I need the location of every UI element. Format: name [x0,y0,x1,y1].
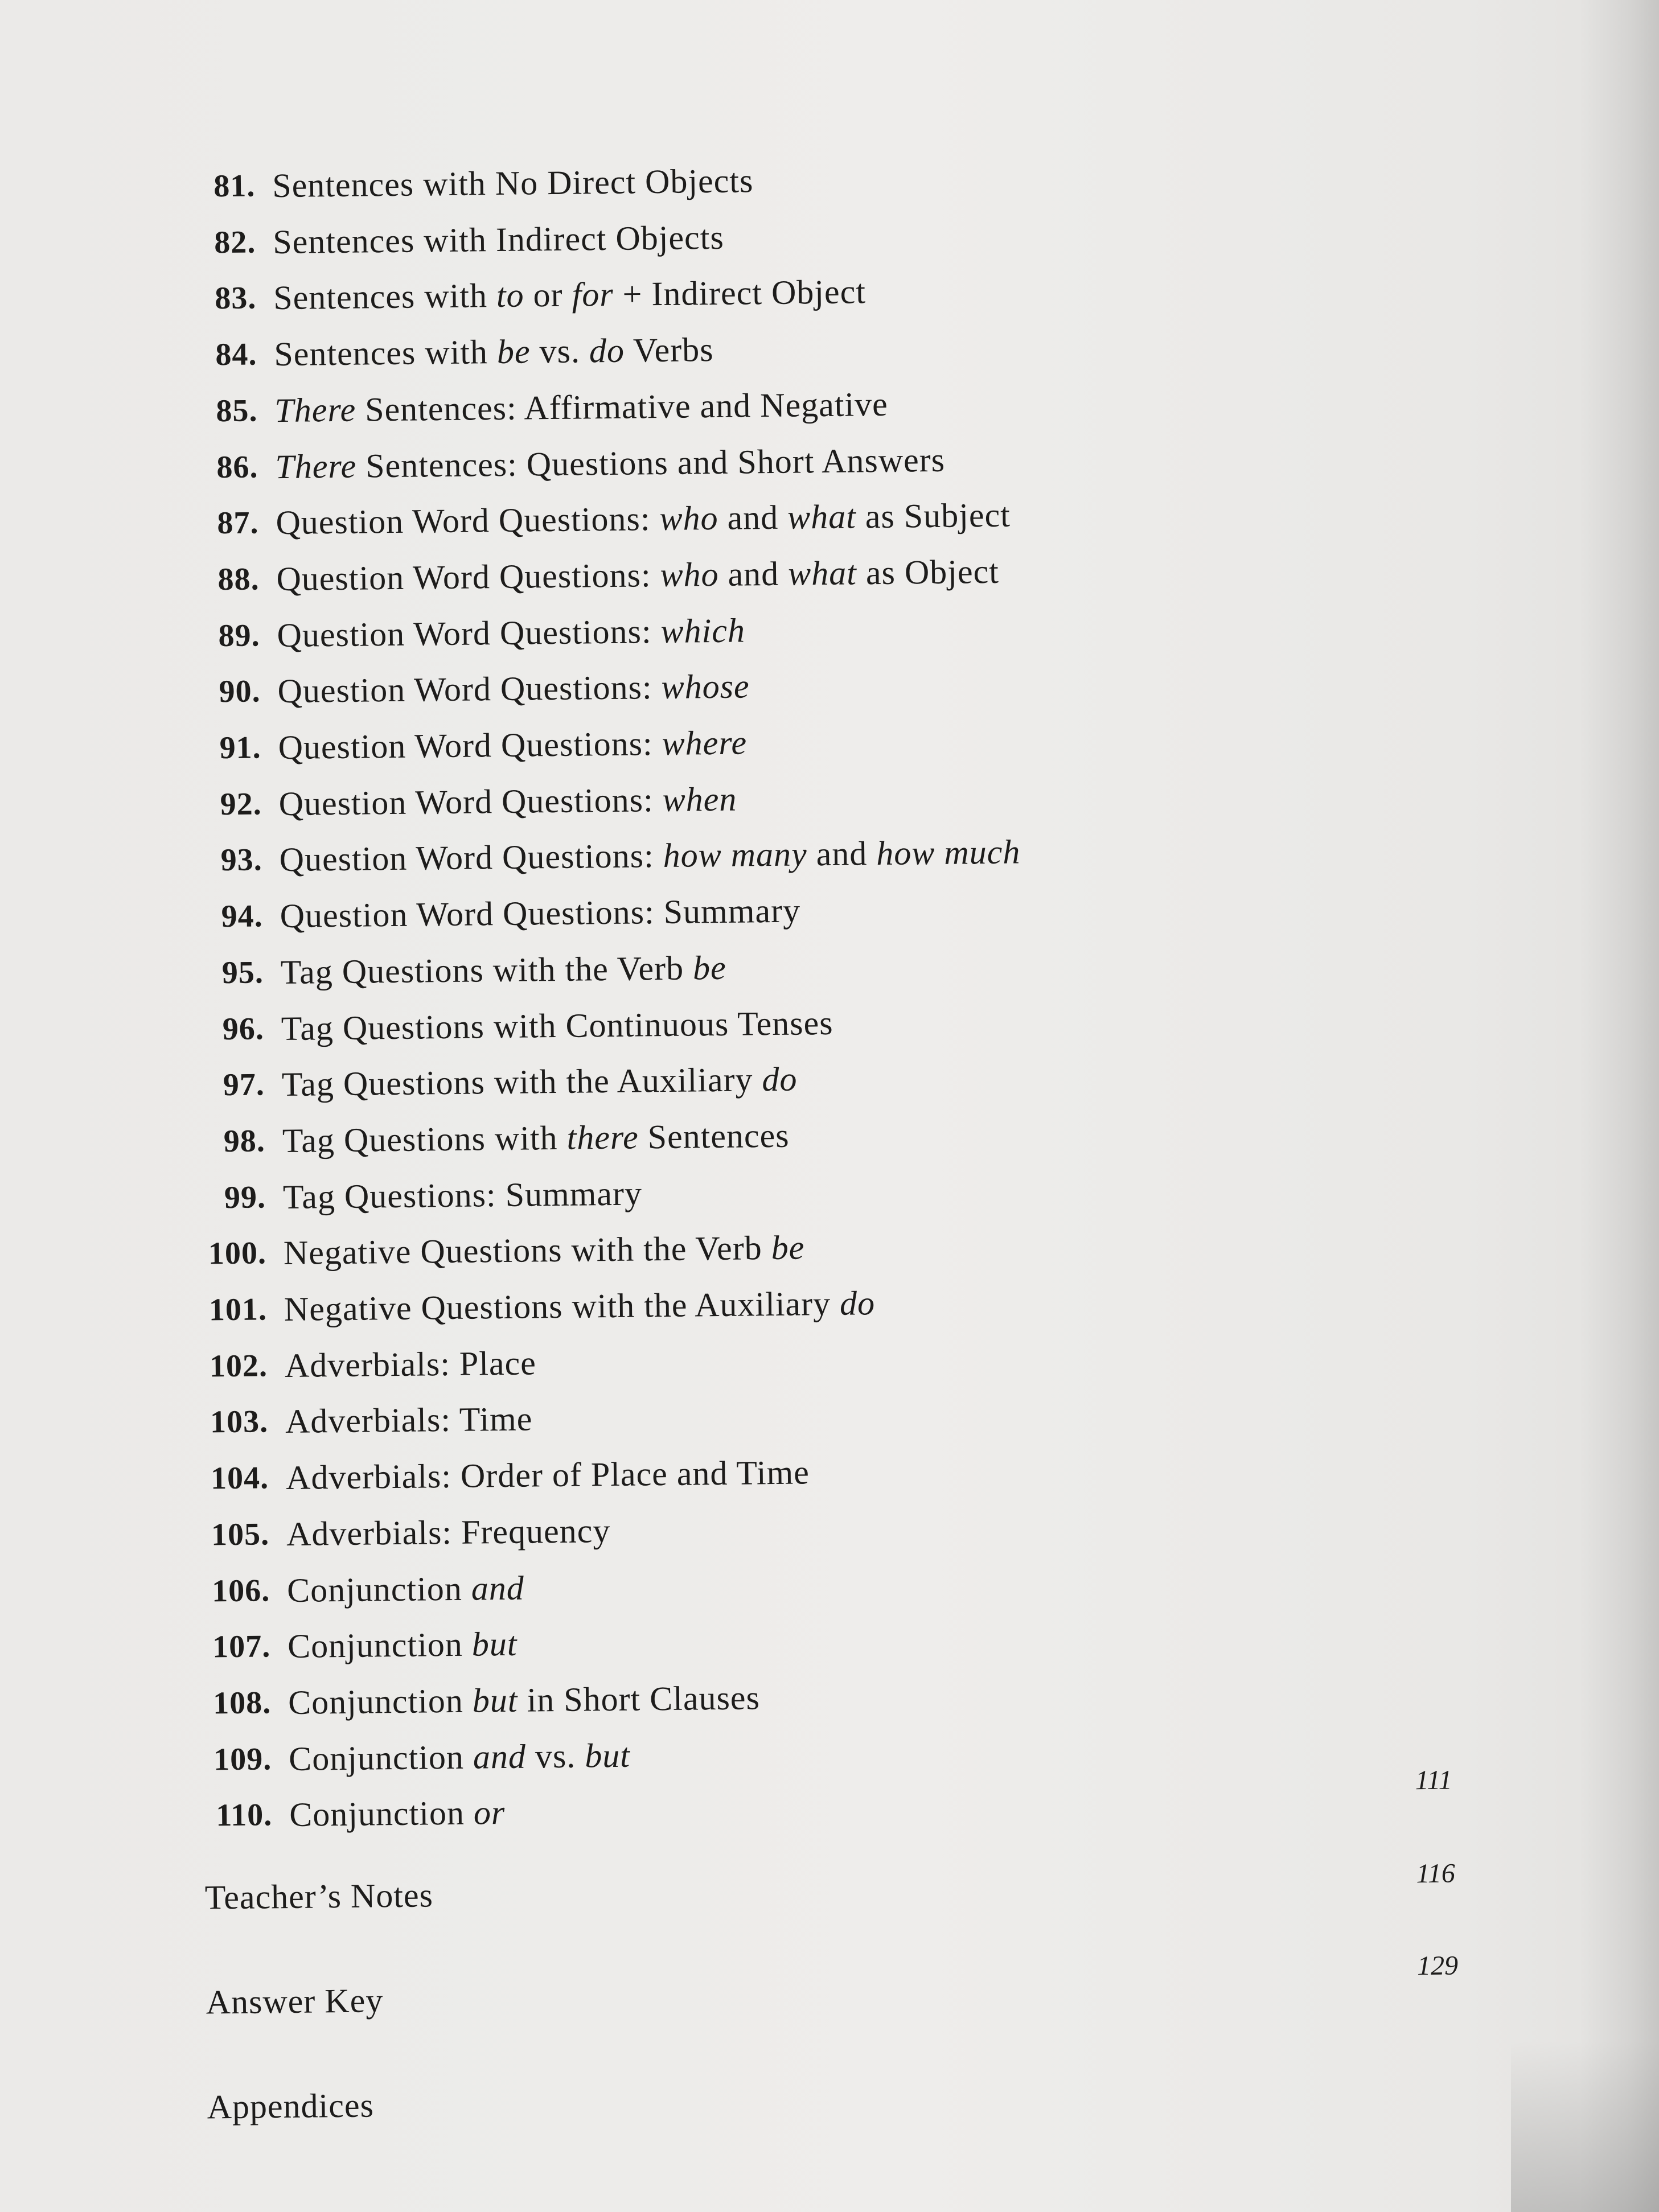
entry-number: 94. [221,898,264,935]
entry-title [282,1109,790,1167]
toc-entry [17,1720,1440,1787]
toc-entry [6,766,1430,833]
title-text: Question Word Questions: [276,500,660,542]
entry-title [288,1618,518,1672]
entry-number: 91. [219,730,261,766]
entry-number: 87. [217,505,259,541]
entry-number: 82. [213,224,256,260]
title-text: Adverbials: Time [285,1400,533,1441]
title-text: Sentences with Indirect Objects [272,218,725,261]
italic-term: what [787,498,857,536]
italic-term: who [659,499,718,538]
section-title: Teacher’s Notes [204,1876,434,1917]
italic-term: who [660,555,719,594]
title-text: Conjunction [286,1569,472,1609]
entry-number: 96. [222,1010,265,1047]
italic-term: but [472,1681,518,1720]
entry-title [278,772,737,829]
italic-term: be [496,332,531,371]
title-text: Conjunction [288,1681,473,1721]
toc-entry [13,1383,1437,1450]
title-text: Tag Questions with the Auxiliary [281,1060,762,1104]
italic-term: or [473,1794,506,1832]
title-text: Adverbials: Frequency [286,1511,611,1553]
entry-title [289,1786,506,1841]
entry-title [277,604,745,661]
italic-term: how many [663,835,808,875]
entry-title [275,433,946,492]
entry-title [279,826,1021,886]
title-text: Sentences with [274,333,498,373]
title-text: Conjunction [288,1738,474,1778]
toc-entry [3,428,1427,495]
title-text: Question Word Questions: [278,725,662,767]
title-text: + Indirect Object [613,273,867,314]
entry-number: 105. [211,1516,270,1553]
entry-number: 86. [216,449,258,485]
entry-number: 85. [216,393,258,429]
entry-number: 93. [220,842,263,878]
toc-entry [15,1608,1439,1675]
title-text: vs. [530,332,590,371]
toc-entry [17,1777,1441,1844]
toc-entry [0,147,1424,215]
entry-title [276,489,1011,549]
italic-term: when [662,780,737,819]
entry-number: 104. [210,1460,269,1496]
title-text: Sentences: Questions and Short Answers [356,441,946,485]
toc-entry [1,260,1425,327]
italic-term: There [275,447,357,486]
toc-entry [9,990,1432,1057]
title-text: in Short Clauses [518,1679,761,1719]
toc-entry [14,1496,1438,1563]
italic-term: where [662,723,748,763]
italic-term: whose [661,667,750,706]
section-title: Appendices [207,2086,375,2126]
title-text: and [718,554,789,593]
section-page-number: 129 [1416,1950,1459,1981]
entry-number: 88. [217,561,260,598]
entry-number: 108. [212,1685,272,1721]
entry-title [284,1277,875,1335]
entry-number: 98. [223,1123,266,1160]
entry-number: 83. [215,280,257,316]
italic-term: do [762,1060,798,1099]
toc-entry [1,204,1424,271]
italic-term: There [274,390,356,429]
italic-term: to [496,276,524,315]
title-text: Conjunction [289,1794,474,1834]
title-text: as Subject [856,496,1011,536]
title-text: and [718,498,788,537]
title-text: vs. [525,1737,585,1775]
toc-entry [7,878,1431,945]
italic-term: but [471,1625,518,1663]
entry-number: 92. [220,786,262,822]
section-title: Answer Key [206,1981,384,2021]
entry-title [287,1561,525,1616]
title-text: Verbs [624,331,714,369]
italic-term: be [771,1228,805,1267]
entry-title [281,996,833,1054]
title-text: as Object [856,552,1000,592]
entry-title [281,1053,798,1111]
title-text: Sentences: Affirmative and Negative [355,385,889,429]
title-text: Tag Questions with [282,1119,567,1160]
entry-number: 102. [209,1348,268,1384]
toc-entry [5,597,1428,664]
page-corner-shadow [1511,2041,1659,2212]
toc-entry [11,1271,1435,1338]
italic-term: be [692,948,726,987]
italic-term: do [589,331,625,370]
entry-number: 97. [223,1067,265,1103]
entry-title [283,1222,804,1280]
toc-entry [15,1552,1439,1619]
title-text: Negative Questions with the Auxiliary [284,1284,840,1329]
title-text: Question Word Questions: [279,837,664,879]
toc-entry [2,316,1426,383]
entry-title [285,1393,533,1448]
entry-title [276,545,999,605]
italic-term: do [839,1284,876,1322]
entry-title [278,716,747,774]
entry-title [274,323,714,380]
title-text: Tag Questions: Summary [282,1174,643,1216]
italic-term: there [566,1118,639,1157]
page-edge-shadow [1579,0,1659,2212]
entry-title [272,154,754,212]
title-text: Question Word Questions: [277,612,661,654]
title-text: Question Word Questions: [278,780,663,823]
entry-title [286,1504,611,1560]
entry-number: 99. [224,1179,266,1215]
title-text: Sentences with [273,277,497,317]
entry-number: 84. [215,336,257,373]
title-text: and [807,834,877,873]
title-text: Adverbials: Place [284,1344,537,1384]
title-text: Adverbials: Order of Place and Time [285,1453,810,1497]
entry-title [285,1337,537,1392]
entry-title [277,660,750,718]
toc-entry [3,484,1427,552]
toc-entry [7,821,1431,889]
entry-number: 109. [213,1741,272,1777]
section-page-number: 111 [1415,1765,1452,1796]
title-text: Sentences [638,1116,790,1156]
title-text: Question Word Questions: Summary [280,891,801,935]
title-text: Question Word Questions: [277,668,662,710]
title-text: Question Word Questions: [276,556,660,598]
entry-title [273,211,724,268]
entry-title [280,885,800,943]
entry-title [282,1167,642,1223]
toc-entry [11,1215,1435,1282]
entry-number: 110. [216,1797,273,1833]
title-text: Tag Questions with Continuous Tenses [281,1004,833,1047]
entry-number: 107. [212,1629,271,1665]
toc-entry [5,653,1429,720]
italic-term: which [660,611,746,650]
entry-title [274,378,888,437]
title-text: Conjunction [287,1625,473,1666]
toc-entry [10,1158,1434,1226]
toc-entry [13,1327,1436,1395]
entry-title [288,1671,761,1729]
title-text: Tag Questions with the Verb [280,949,693,991]
toc-entry [2,372,1426,439]
entry-number: 81. [213,168,256,204]
entry-title [286,1446,810,1504]
toc-entry [9,1046,1433,1113]
italic-term: but [584,1736,631,1775]
section-page-number: 116 [1416,1858,1456,1889]
title-text: or [524,276,572,314]
italic-term: and [471,1569,525,1607]
entry-number: 89. [218,618,260,653]
entry-number: 101. [208,1292,268,1328]
toc-entry [4,541,1428,608]
italic-term: how much [876,833,1021,873]
entry-title [280,941,726,998]
title-text: Negative Questions with the Verb [283,1229,771,1272]
toc-entry [16,1664,1440,1732]
entry-number: 106. [211,1572,270,1609]
italic-term: what [787,554,857,593]
entry-number: 95. [221,955,264,990]
title-text: Sentences with No Direct Objects [272,162,754,205]
italic-term: and [473,1737,527,1776]
entry-number: 100. [208,1235,267,1272]
entry-number: 90. [219,673,261,710]
entry-title [289,1729,631,1785]
toc-entry [6,709,1430,776]
toc-entry [10,1103,1434,1170]
entry-number: 103. [210,1404,269,1440]
toc-entry [8,934,1432,1001]
italic-term: for [572,276,614,314]
toc-entry [14,1440,1438,1507]
entry-title [273,266,867,324]
